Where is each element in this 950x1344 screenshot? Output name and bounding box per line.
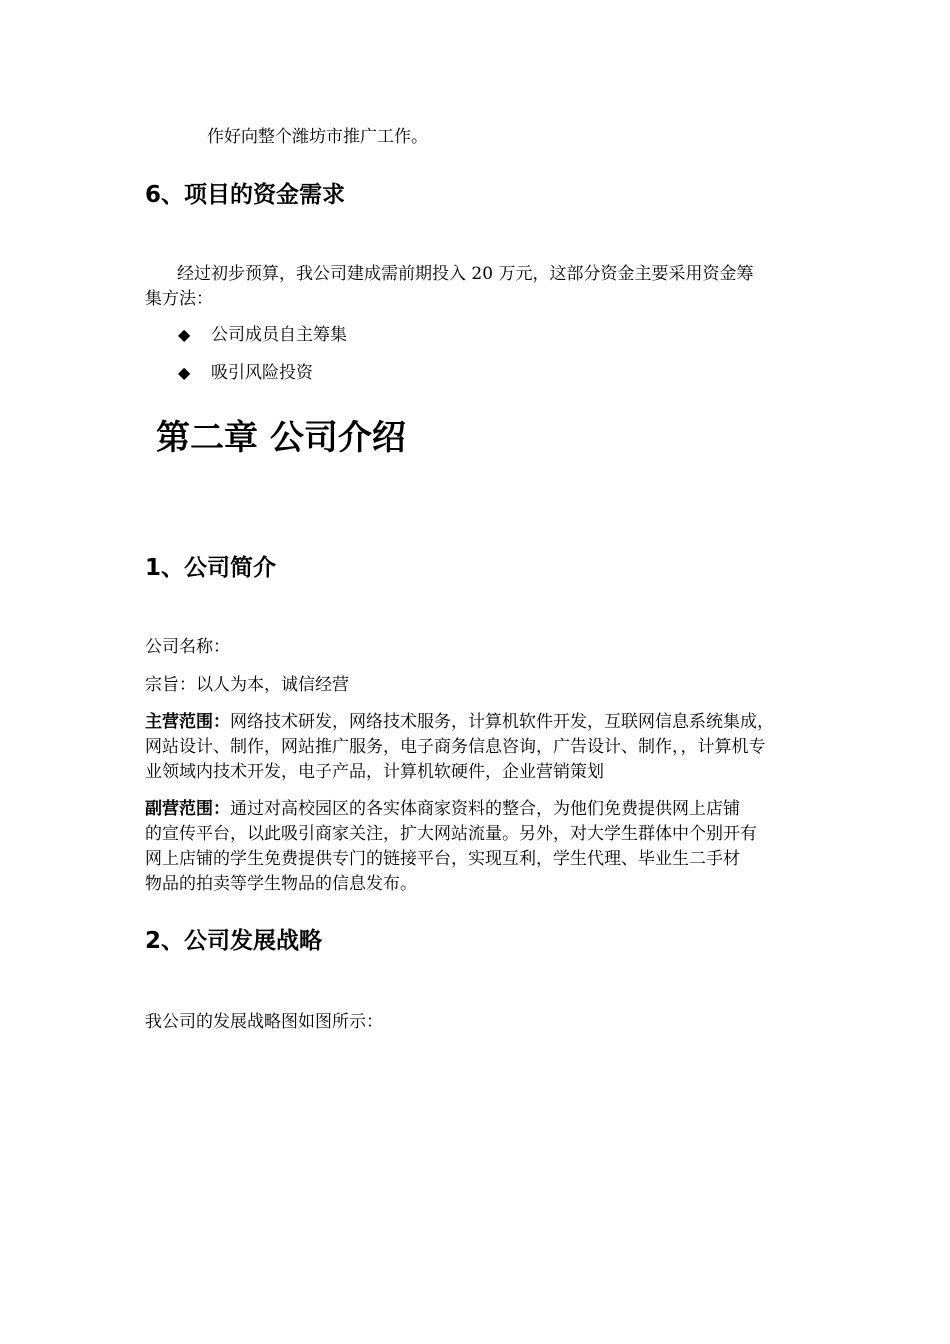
main-scope-text: 网络技术研发，网络技术服务，计算机软件开发，互联网信息系统集成，: [230, 712, 774, 732]
funds-paragraph-line-1: 经过初步预算，我公司建成需前期投入 20 万元，这部分资金主要采用资金筹: [177, 264, 754, 284]
sub-scope-line-2: 的宣传平台，以此吸引商家关注，扩大网站流量。另外，对大学生群体中个别开有: [145, 824, 757, 844]
company-tenet-line: 宗旨：以人为本，诚信经营: [145, 675, 349, 695]
strategy-paragraph: 我公司的发展战略图如图所示：: [145, 1012, 383, 1032]
funds-bullet-2: 吸引风险投资: [211, 363, 313, 383]
sub-scope-line-1: [145, 798, 740, 820]
funds-paragraph-line-2: 集方法：: [145, 289, 213, 309]
sub-scope-line-3: 网上店铺的学生免费提供专门的链接平台，实现互利，学生代理、毕业生二手材: [145, 849, 740, 869]
main-scope-line-2: 网站设计、制作，网站推广服务，电子商务信息咨询，广告设计、制作，，计算机专: [145, 737, 766, 757]
main-scope-line-1: [145, 711, 774, 733]
strategy-heading: 2、公司发展战略: [145, 928, 323, 954]
sub-scope-line-4: 物品的拍卖等学生物品的信息发布。: [145, 874, 417, 894]
company-intro-heading: 1、公司简介: [145, 555, 277, 581]
sub-scope-label: 副营范围：: [145, 799, 230, 819]
chapter-title: 第二章 公司介绍: [156, 418, 406, 458]
funds-section-heading: 6、项目的资金需求: [145, 182, 346, 208]
funds-bullet-1: 公司成员自主筹集: [211, 325, 347, 345]
main-scope-label: 主营范围：: [145, 712, 230, 732]
sub-scope-text: 通过对高校园区的各实体商家资料的整合，为他们免费提供网上店铺: [230, 799, 740, 819]
main-scope-line-3: 业领域内技术开发，电子产品，计算机软硬件，企业营销策划: [145, 762, 604, 782]
diamond-bullet-icon: ◆: [178, 363, 191, 382]
intro-tail-line: 作好向整个潍坊市推广工作。: [207, 127, 428, 147]
diamond-bullet-icon: ◆: [178, 325, 191, 344]
company-name-line: 公司名称：: [145, 637, 230, 657]
